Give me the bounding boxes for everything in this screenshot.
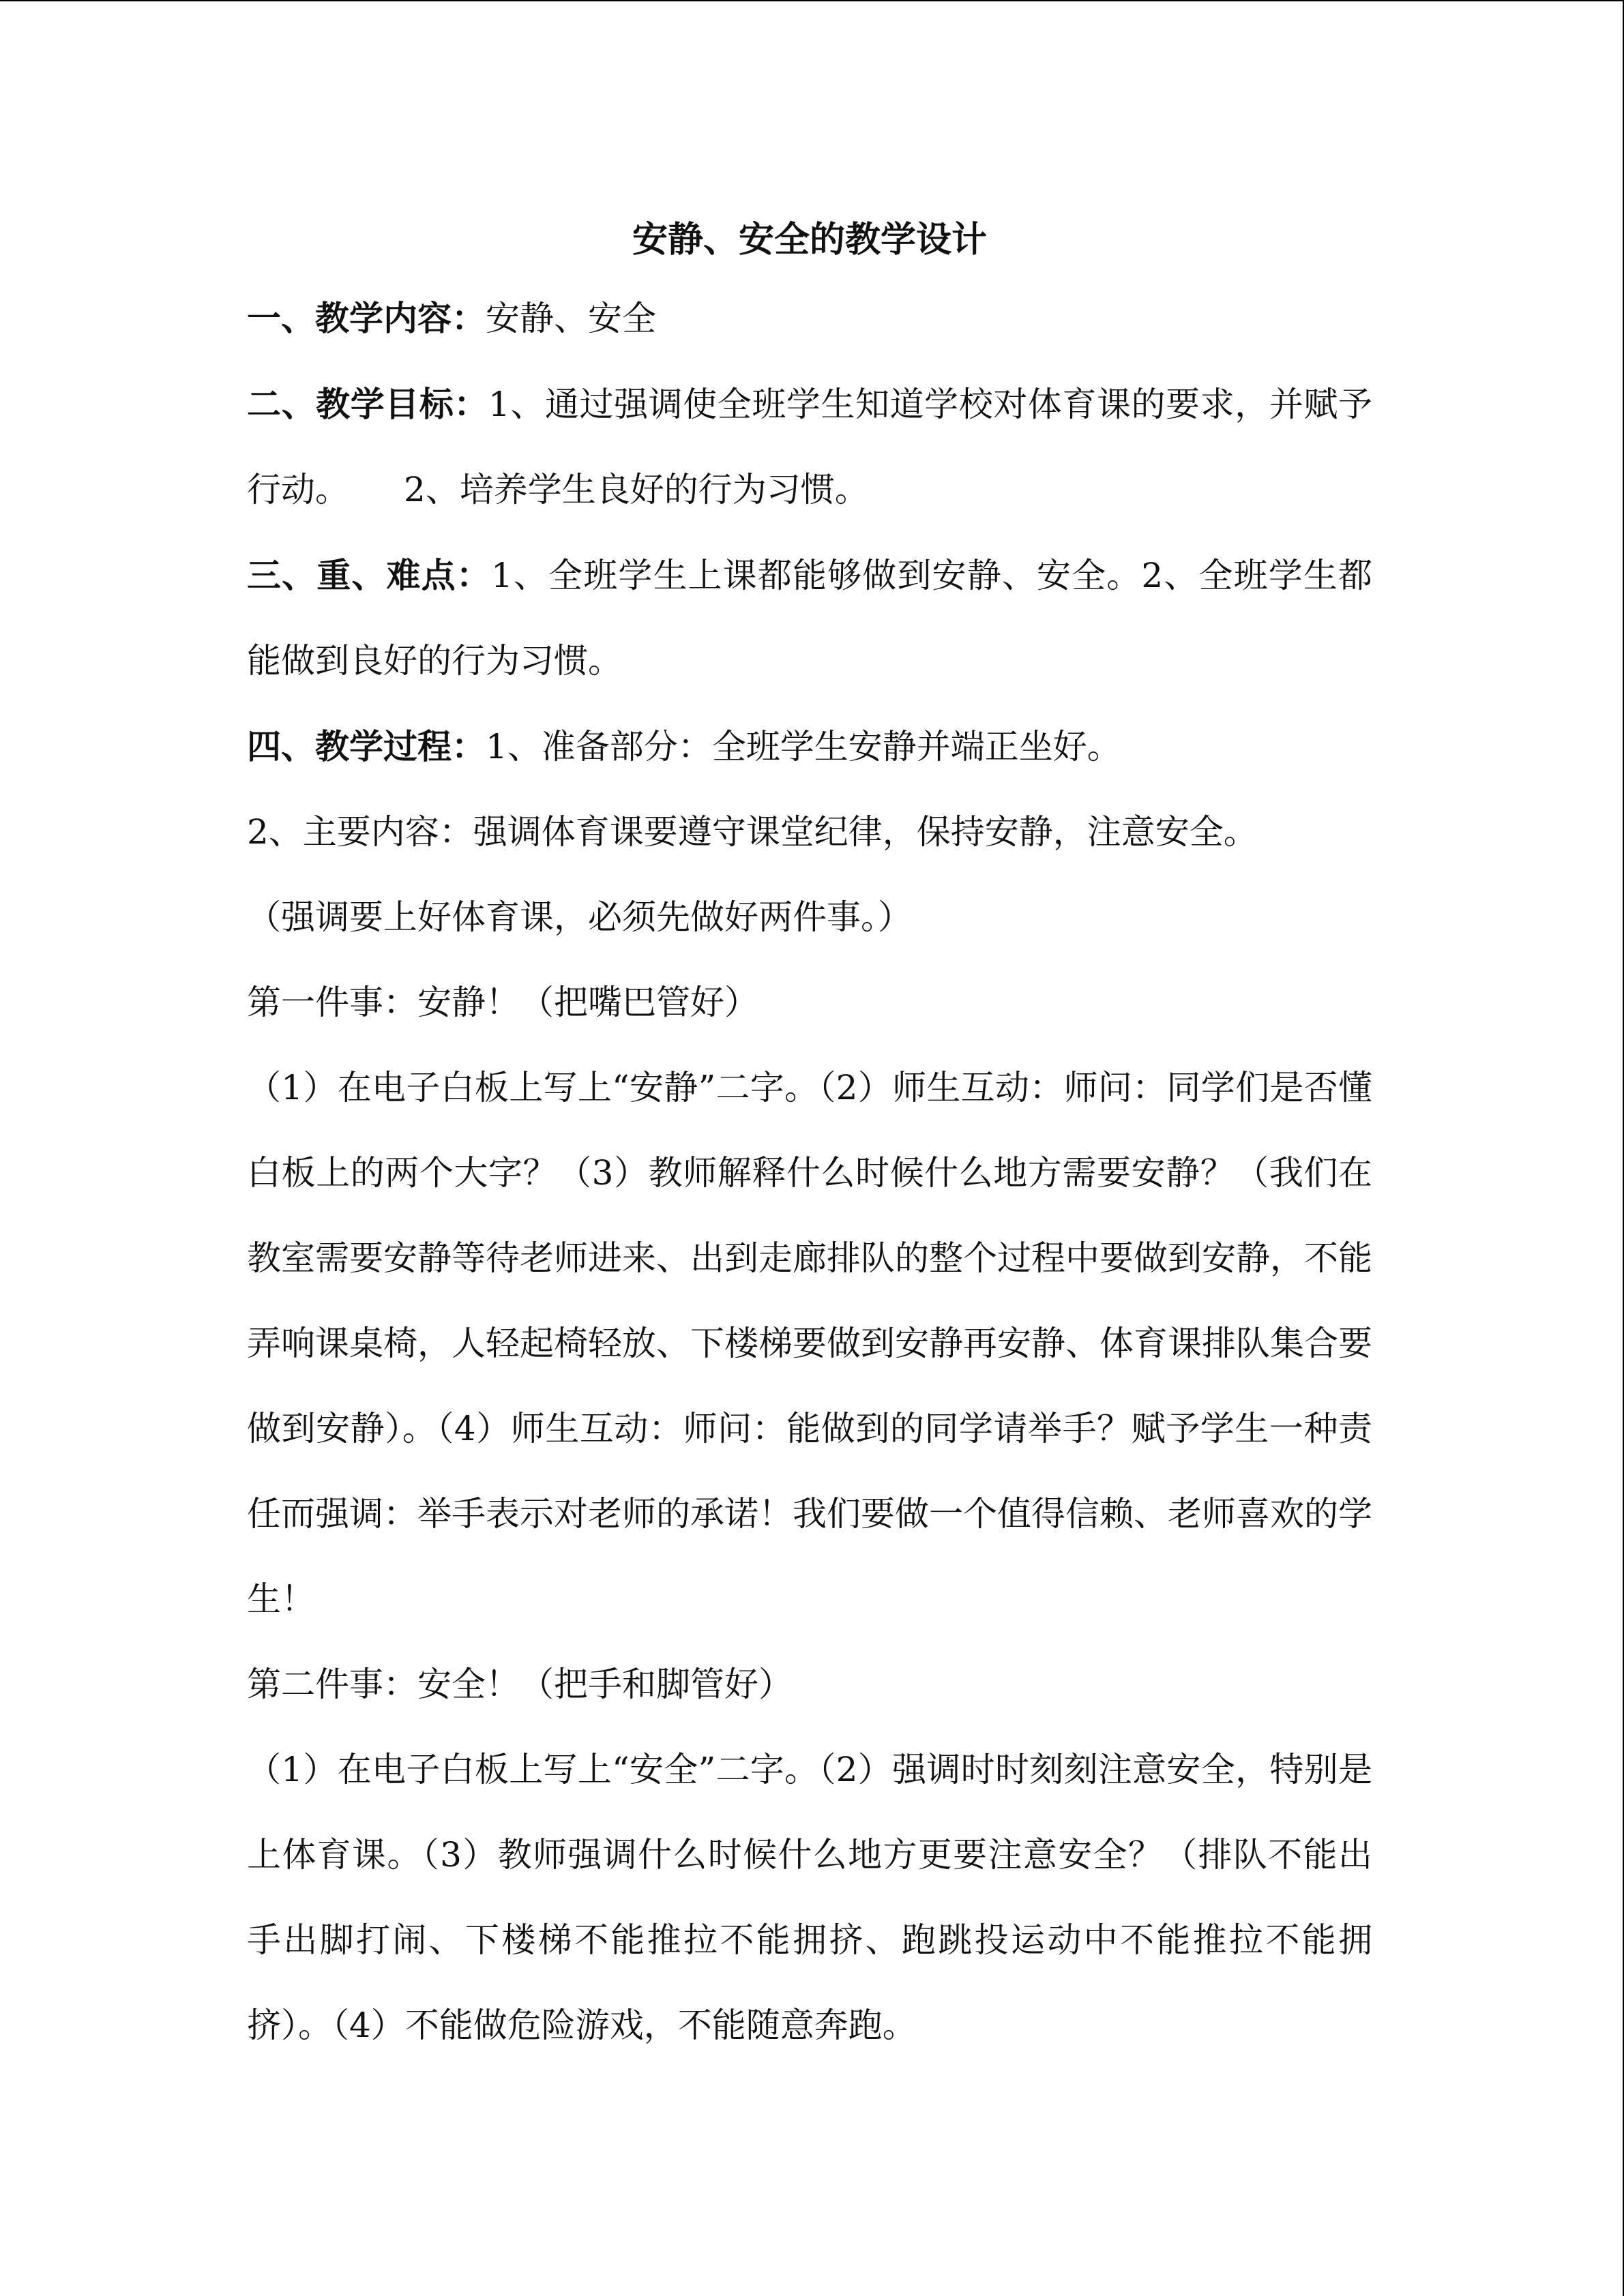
- section-heading: 二、教学目标：: [247, 384, 488, 424]
- section-text: 安静、安全: [486, 299, 656, 338]
- section-text: 1、全班学生上课都能够做到安静、安全。2、全班学生都能做到良好的行为习惯。: [247, 556, 1373, 681]
- paragraph-note: （强调要上好体育课，必须先做好两件事。）: [247, 897, 912, 937]
- section-heading: 四、教学过程：: [247, 726, 486, 766]
- section-teaching-content: [247, 275, 1372, 361]
- paragraph-main-content: 2、主要内容：强调体育课要遵守课堂纪律，保持安静，注意安全。: [247, 812, 1258, 852]
- section-key-points: [247, 533, 1372, 704]
- second-thing-body: （1）在电子白板上写上“安全”二字。（2）强调时时刻刻注意安全，特别是上体育课。（3）教师强调什么时候什么地方更要注意安全？（排队不能出手出脚打闹、下楼梯不能推拉不能拥挤、跑跳投运动中不能推拉不能拥挤）。（4）不能做危险游戏，不能随意奔跑。: [247, 1750, 1372, 2045]
- section-text: 1、准备部分：全班学生安静并端正坐好。: [486, 727, 1121, 766]
- section-teaching-process: [247, 704, 1372, 790]
- first-thing-heading: 第一件事：安静！（把嘴巴管好）: [247, 983, 758, 1022]
- section-teaching-goals: [247, 361, 1372, 533]
- second-thing-heading: 第二件事：安全！（把手和脚管好）: [247, 1665, 793, 1704]
- section-text: 2、培养学生良好的行为习惯。: [404, 470, 869, 509]
- section-heading: 三、重、难点：: [247, 555, 491, 595]
- first-thing-body: （1）在电子白板上写上“安静”二字。（2）师生互动：师问：同学们是否懂白板上的两个大字？（3）教师解释什么时候什么地方需要安静？（我们在教室需要安静等待老师进来、出到走廊排队的整个过程中要做到安静，不能弄响课桌椅，人轻起椅轻放、下楼梯要做到安静再安静、体育课排队集合要做到安静）。（4）师生互动：师问：能做到的同学请举手？赋予学生一种责任而强调：举手表示对老师的承诺！我们要做一个值得信赖、老师喜欢的学生！: [247, 1068, 1372, 1619]
- section-heading: 一、教学内容：: [247, 298, 486, 338]
- document-title: 安静、安全的教学设计: [632, 219, 987, 260]
- document-body: [247, 205, 1372, 2068]
- section-text: 1、通过强调使全班学生知道学校对体育课的要求，并赋予行动。: [247, 385, 1373, 509]
